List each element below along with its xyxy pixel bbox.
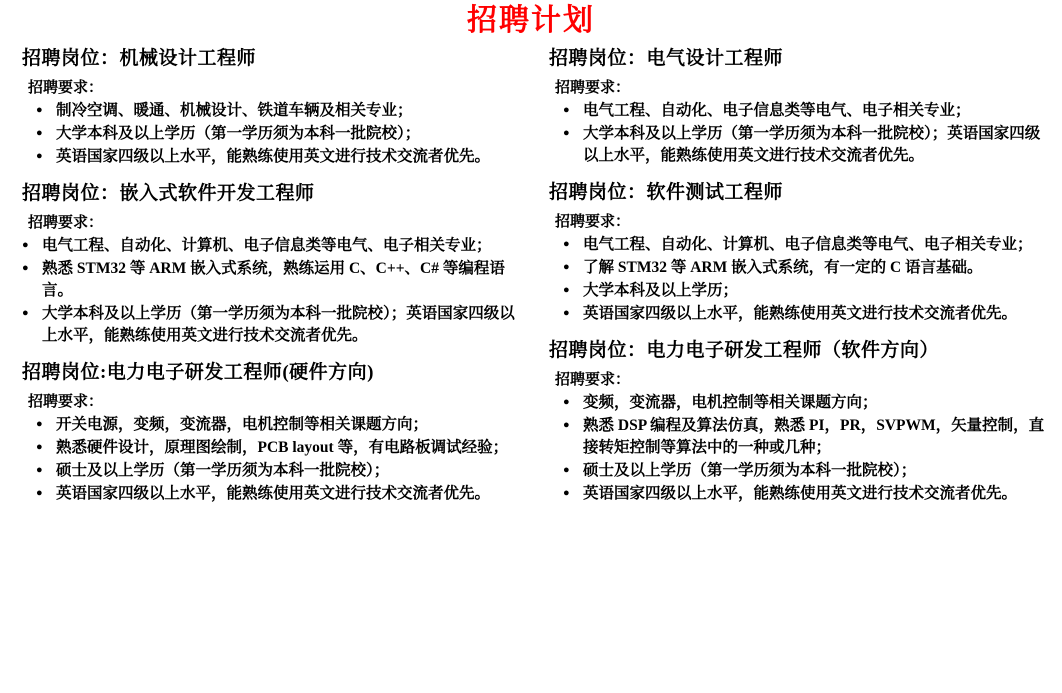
job-title: 招聘岗位：电力电子研发工程师（软件方向） bbox=[549, 340, 940, 361]
list-item: ● 硕士及以上学历（第一学历须为本科一批院校）； bbox=[22, 460, 521, 482]
list-item: ● 变频，变流器，电机控制等相关课题方向； bbox=[549, 392, 1048, 414]
requirements-label: 招聘要求： bbox=[555, 372, 631, 388]
job-title: 招聘岗位：软件测试工程师 bbox=[549, 182, 784, 203]
list-item: ● 英语国家四级以上水平，能熟练使用英文进行技术交流者优先。 bbox=[22, 483, 521, 505]
list-item: ● 大学本科及以上学历（第一学历须为本科一批院校）；英语国家四级以上水平，能熟练使用英文进行技术交流者优先。 bbox=[549, 123, 1048, 167]
list-item: ● 电气工程、自动化、计算机、电子信息类等电气、电子相关专业； bbox=[549, 234, 1048, 256]
requirements-list bbox=[549, 234, 1048, 325]
list-item: ● 电气工程、自动化、电子信息类等电气、电子相关专业； bbox=[549, 100, 1048, 122]
requirements-list bbox=[22, 100, 521, 168]
job-block bbox=[549, 43, 1048, 167]
job-title: 招聘岗位:电力电子研发工程师(硬件方向) bbox=[22, 362, 374, 383]
requirements-list bbox=[22, 235, 521, 347]
list-item: ● 熟悉 STM32 等 ARM 嵌入式系统，熟练运用 C、C++、C# 等编程语言。 bbox=[22, 258, 521, 302]
requirements-list bbox=[549, 392, 1048, 505]
job-title: 招聘岗位：机械设计工程师 bbox=[22, 48, 257, 69]
job-block bbox=[549, 335, 1048, 505]
list-item: ● 电气工程、自动化、计算机、电子信息类等电气、电子相关专业； bbox=[22, 235, 521, 257]
list-item: ● 了解 STM32 等 ARM 嵌入式系统，有一定的 C 语言基础。 bbox=[549, 257, 1048, 279]
list-item: ● 大学本科及以上学历（第一学历须为本科一批院校）；英语国家四级以上水平，能熟练使用英文进行技术交流者优先。 bbox=[22, 303, 521, 347]
list-item: ● 制冷空调、暖通、机械设计、铁道车辆及相关专业； bbox=[22, 100, 521, 122]
requirements-label: 招聘要求： bbox=[28, 80, 104, 96]
list-item: ● 大学本科及以上学历（第一学历须为本科一批院校）； bbox=[22, 123, 521, 145]
requirements-label: 招聘要求： bbox=[555, 214, 631, 230]
requirements-label: 招聘要求： bbox=[28, 215, 104, 231]
page-title: 招聘计划 bbox=[467, 3, 595, 38]
content-columns bbox=[0, 43, 1062, 688]
requirements-list bbox=[22, 414, 521, 505]
job-block bbox=[549, 177, 1048, 325]
list-item: ● 英语国家四级以上水平，能熟练使用英文进行技术交流者优先。 bbox=[549, 303, 1048, 325]
list-item: ● 大学本科及以上学历； bbox=[549, 280, 1048, 302]
job-block bbox=[22, 178, 521, 347]
job-block bbox=[22, 357, 521, 505]
requirements-list bbox=[549, 100, 1048, 167]
job-title: 招聘岗位：电气设计工程师 bbox=[549, 48, 784, 69]
job-title: 招聘岗位：嵌入式软件开发工程师 bbox=[22, 183, 315, 204]
requirements-label: 招聘要求： bbox=[555, 80, 631, 96]
list-item: ● 硕士及以上学历（第一学历须为本科一批院校）； bbox=[549, 460, 1048, 482]
list-item: ● 英语国家四级以上水平，能熟练使用英文进行技术交流者优先。 bbox=[549, 483, 1048, 505]
column-left bbox=[0, 43, 531, 688]
requirements-label: 招聘要求： bbox=[28, 394, 104, 410]
list-item: ● 熟悉硬件设计，原理图绘制，PCB layout 等，有电路板调试经验； bbox=[22, 437, 521, 459]
list-item: ● 熟悉 DSP 编程及算法仿真，熟悉 PI，PR，SVPWM，矢量控制，直接转矩控制等算法中的一种或几种； bbox=[549, 415, 1048, 459]
job-block bbox=[22, 43, 521, 168]
column-right bbox=[531, 43, 1062, 688]
list-item: ● 开关电源，变频，变流器，电机控制等相关课题方向； bbox=[22, 414, 521, 436]
list-item: ● 英语国家四级以上水平，能熟练使用英文进行技术交流者优先。 bbox=[22, 146, 521, 168]
